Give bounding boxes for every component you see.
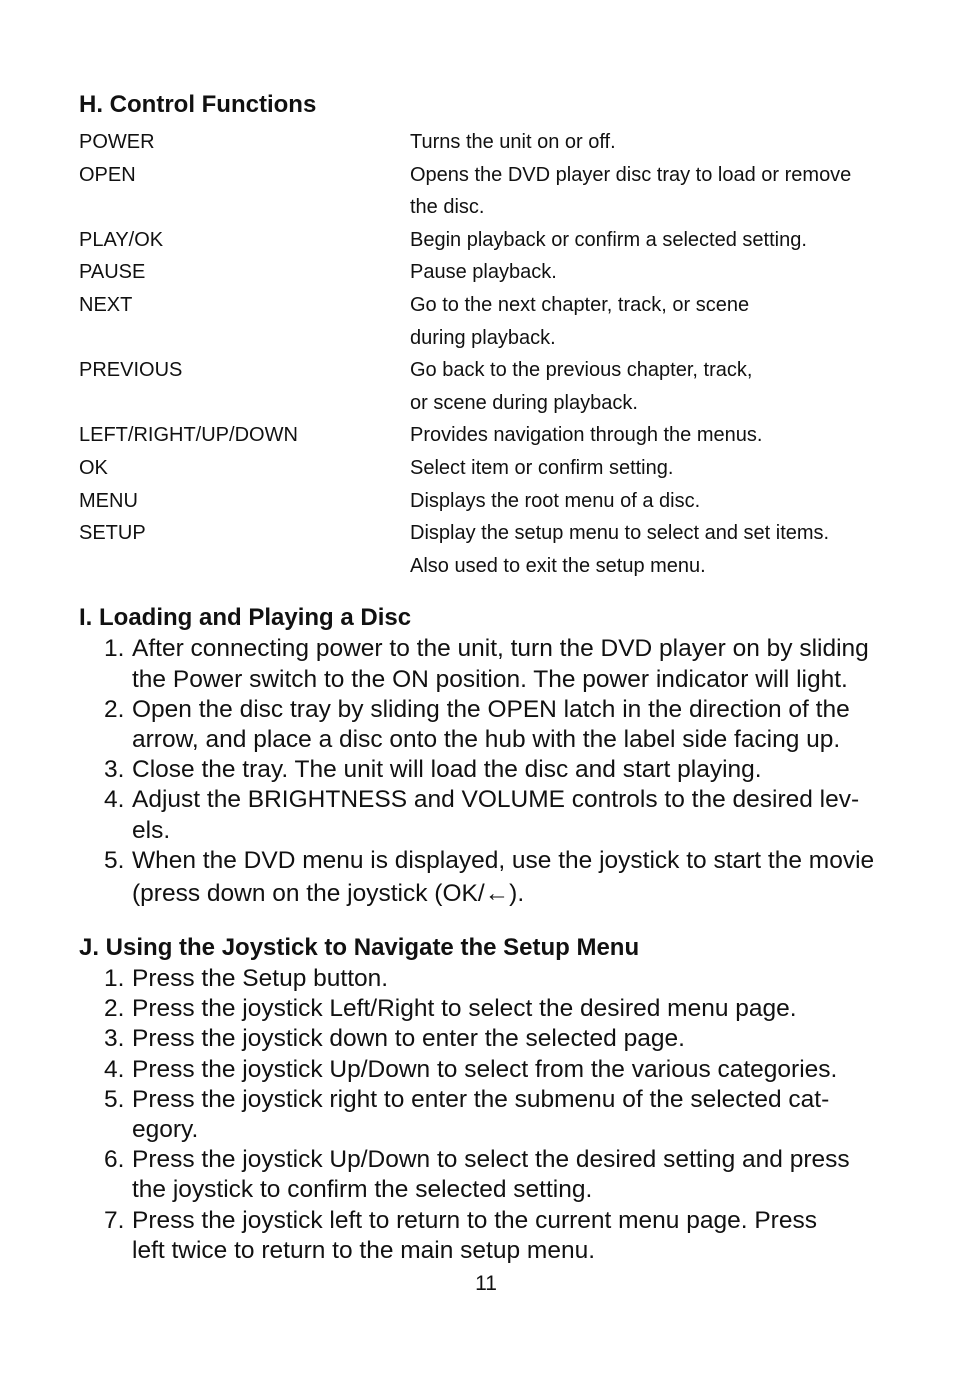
- manual-page: [79, 88, 879, 1266]
- step-line: After connecting power to the unit, turn the DVD player on by sliding: [132, 635, 869, 663]
- description-line: Displays the root menu of a disc.: [410, 489, 701, 512]
- list-item: [79, 1206, 879, 1266]
- section-title: H. Control Functions: [79, 91, 317, 118]
- control-description: [410, 224, 879, 257]
- control-description: [410, 256, 879, 289]
- description-line: Provides navigation through the menus.: [410, 424, 763, 447]
- description-line: during playback.: [410, 326, 556, 349]
- control-row-menu: [79, 485, 879, 518]
- section-joystick-navigation: [79, 932, 879, 1266]
- step-number: 5.: [104, 1085, 125, 1113]
- step-number: 2.: [104, 695, 125, 723]
- control-key: NEXT: [79, 293, 133, 316]
- step-line: Press the joystick Up/Down to select the desired setting and press: [132, 1146, 850, 1174]
- step-number: 6.: [104, 1146, 125, 1174]
- list-item: [79, 964, 879, 994]
- step-line: egory.: [132, 1115, 199, 1143]
- step-number: 3.: [104, 756, 125, 784]
- control-description: [410, 354, 879, 419]
- control-description: [410, 159, 879, 224]
- section-title: J. Using the Joystick to Navigate the Setup Menu: [79, 933, 640, 961]
- step-line: the joystick to confirm the selected setting.: [132, 1176, 593, 1204]
- description-line: Go to the next chapter, track, or scene: [410, 293, 750, 316]
- control-row-power: [79, 126, 879, 159]
- step-line: Press the joystick left to return to the current menu page. Press: [132, 1206, 817, 1234]
- step-line: Press the Setup button.: [132, 964, 389, 992]
- step-line: (press down on the joystick (OK/←).: [132, 879, 525, 907]
- control-key: LEFT/RIGHT/UP/DOWN: [79, 424, 298, 447]
- description-line: Opens the DVD player disc tray to load or remove: [410, 163, 852, 186]
- list-item: [79, 755, 879, 785]
- control-row-previous: [79, 354, 879, 419]
- step-number: 4.: [104, 786, 125, 814]
- section-control-functions: [79, 88, 879, 582]
- list-item: [79, 1024, 879, 1054]
- control-description: [410, 485, 879, 518]
- step-number: 7.: [104, 1206, 125, 1234]
- description-line: Select item or confirm setting.: [410, 456, 674, 479]
- step-line: Press the joystick down to enter the selected page.: [132, 1025, 685, 1053]
- step-line: arrow, and place a disc onto the hub with the label side facing up.: [132, 725, 841, 753]
- section-loading-disc: [79, 602, 879, 912]
- control-key: MENU: [79, 489, 138, 512]
- step-line: Press the joystick right to enter the submenu of the selected cat-: [132, 1085, 830, 1113]
- control-key: POWER: [79, 131, 155, 153]
- control-row-setup: [79, 517, 879, 582]
- step-number: 2.: [104, 995, 125, 1023]
- control-row-next: [79, 289, 879, 354]
- step-number: 1.: [104, 635, 125, 663]
- description-line: Display the setup menu to select and set items.: [410, 522, 830, 545]
- step-line: When the DVD menu is displayed, use the joystick to start the movie: [132, 846, 875, 874]
- control-key: SETUP: [79, 522, 146, 545]
- step-line: Press the joystick Left/Right to select the desired menu page.: [132, 995, 797, 1023]
- control-description: [410, 289, 879, 354]
- description-line: Begin playback or confirm a selected setting.: [410, 228, 807, 251]
- control-description: [410, 517, 879, 582]
- step-line: Open the disc tray by sliding the OPEN latch in the direction of the: [132, 695, 850, 723]
- step-line: the Power switch to the ON position. The power indicator will light.: [132, 665, 848, 693]
- step-number: 3.: [104, 1025, 125, 1053]
- control-key: PAUSE: [79, 261, 146, 284]
- control-functions-table: [79, 126, 879, 582]
- control-row-pause: [79, 256, 879, 289]
- control-key: OK: [79, 456, 108, 479]
- control-key: PLAY/OK: [79, 228, 164, 251]
- list-item: [79, 1145, 879, 1205]
- step-number: 4.: [104, 1055, 125, 1083]
- control-key: OPEN: [79, 163, 136, 186]
- list-item: [79, 1055, 879, 1085]
- control-row-open: [79, 159, 879, 224]
- description-line: Turns the unit on or off.: [410, 131, 616, 153]
- control-key: PREVIOUS: [79, 359, 183, 382]
- description-line: Pause playback.: [410, 261, 557, 284]
- control-description: [410, 452, 879, 485]
- page-number: 11: [475, 1272, 497, 1295]
- list-item: [79, 695, 879, 755]
- step-line: els.: [132, 816, 171, 844]
- description-line: or scene during playback.: [410, 391, 638, 414]
- control-row-navigation: [79, 419, 879, 452]
- loading-steps-list: [79, 634, 879, 912]
- control-row-ok: [79, 452, 879, 485]
- list-item: [79, 994, 879, 1024]
- step-line: left twice to return to the main setup menu.: [132, 1236, 596, 1264]
- control-row-play-ok: [79, 224, 879, 257]
- description-line: Also used to exit the setup menu.: [410, 554, 706, 577]
- step-number: 5.: [104, 846, 125, 874]
- list-item: [79, 846, 879, 912]
- section-title: I. Loading and Playing a Disc: [79, 604, 412, 632]
- description-line: the disc.: [410, 196, 485, 219]
- control-description: [410, 419, 879, 452]
- step-line: Adjust the BRIGHTNESS and VOLUME controls to the desired lev-: [132, 786, 860, 814]
- joystick-steps-list: [79, 964, 879, 1266]
- step-line: Close the tray. The unit will load the disc and start playing.: [132, 756, 762, 784]
- step-number: 1.: [104, 964, 125, 992]
- description-line: Go back to the previous chapter, track,: [410, 359, 753, 382]
- list-item: [79, 1085, 879, 1145]
- control-description: [410, 126, 879, 159]
- step-line: Press the joystick Up/Down to select from the various categories.: [132, 1055, 838, 1083]
- list-item: [79, 634, 879, 694]
- list-item: [79, 785, 879, 845]
